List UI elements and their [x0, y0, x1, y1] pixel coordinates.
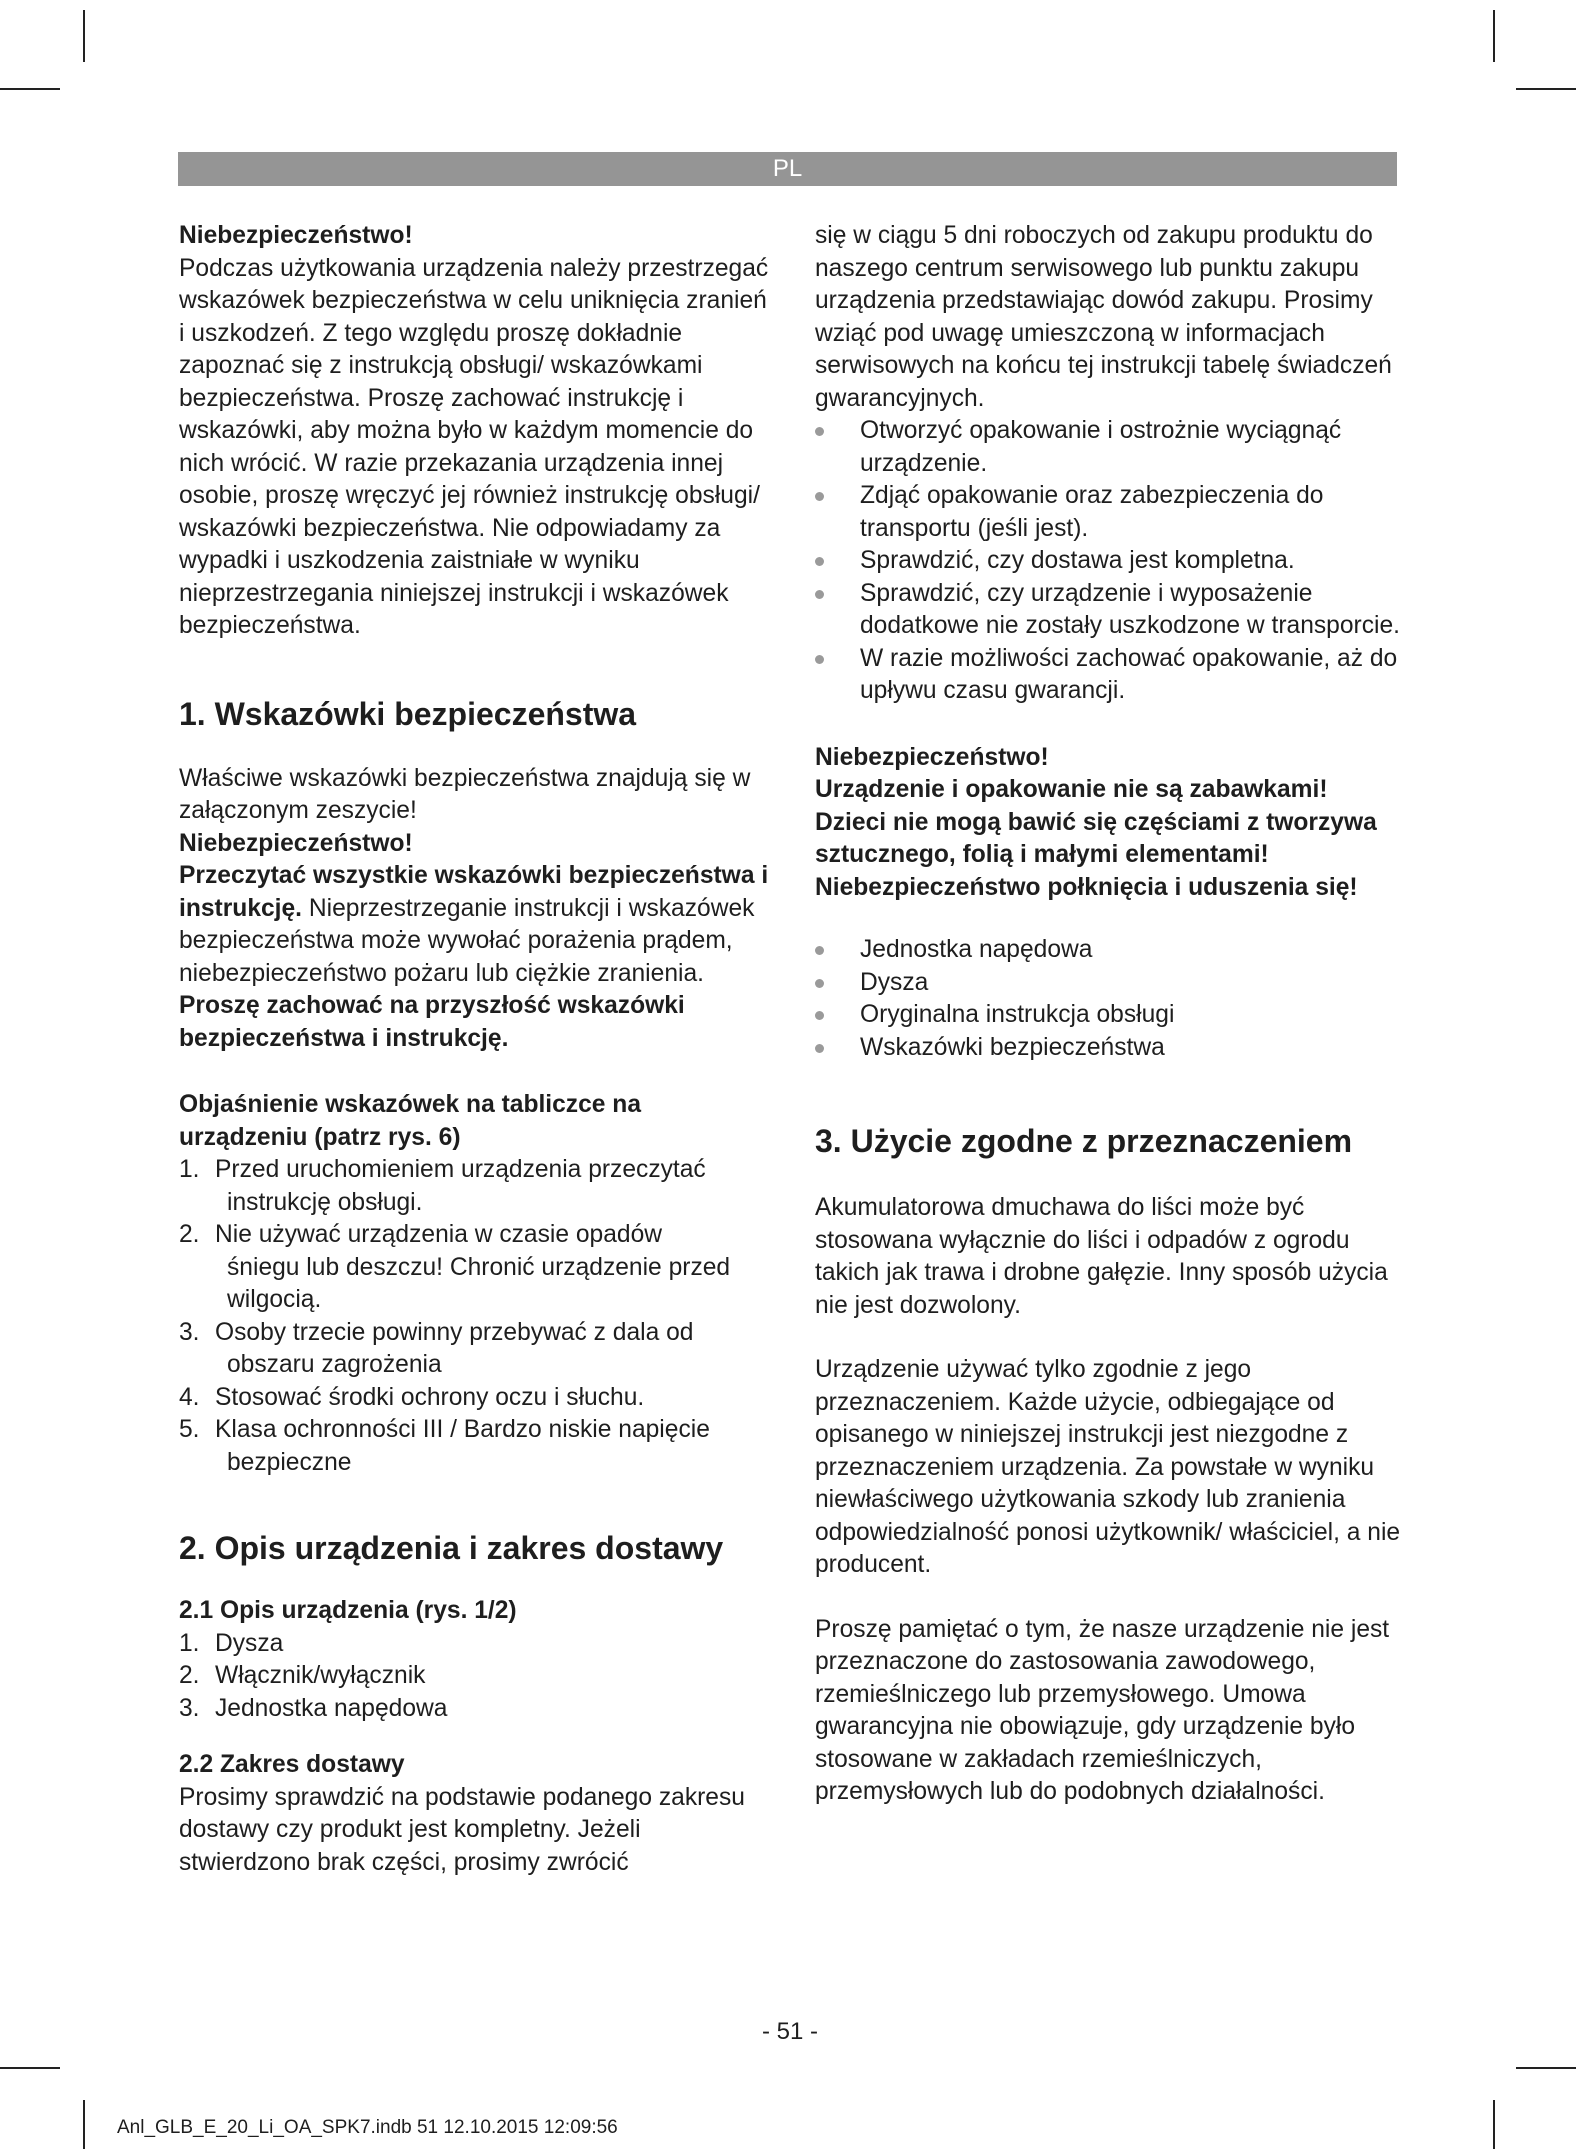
- delivery-item: Wskazówki bezpieczeństwa: [815, 1032, 1405, 1065]
- crop-mark-top-left-horizontal: [0, 88, 60, 90]
- plate-item-first-line: Stosować środki ochrony oczu i słuchu.: [215, 1383, 645, 1411]
- plate-list-item: [179, 1382, 769, 1415]
- plate-item-text: [215, 1414, 769, 1479]
- device-part-item: [179, 1628, 769, 1661]
- plate-item-continuation: bezpieczne: [227, 1448, 352, 1476]
- section-3-paragraph-1: Akumulatorowa dmuchawa do liści może być stosowana wyłącznie do liści i odpadów z ogrodu takich jak trawa i drobne gałęzie. Inny sposób użycia nie jest dozwolony.: [815, 1194, 1388, 1319]
- device-part-item: [179, 1693, 769, 1726]
- page-number: - 51 -: [761, 2018, 818, 2045]
- crop-mark-bottom-right-horizontal: [1516, 2067, 1576, 2069]
- delivery-item: Oryginalna instrukcja obsługi: [815, 999, 1405, 1032]
- crop-mark-top-left-vertical: [83, 10, 85, 62]
- crop-mark-top-right-vertical: [1493, 10, 1495, 62]
- intro-heading: Niebezpieczeństwo!: [179, 222, 413, 249]
- section-2-1-title: 2.1 Opis urządzenia (rys. 1/2): [179, 1597, 517, 1624]
- plate-item-first-line: Nie używać urządzenia w czasie opadów: [215, 1221, 663, 1248]
- device-part-number: 3.: [179, 1694, 200, 1722]
- device-part-label: Jednostka napędowa: [215, 1694, 448, 1722]
- plate-item-number: 1.: [179, 1156, 200, 1183]
- section-1-bold-read: Przeczytać wszystkie wskazówki bezpieczeństwa i instrukcję.: [179, 862, 769, 922]
- device-part-label: Włącznik/wyłącznik: [215, 1662, 426, 1689]
- unpacking-step: Zdjąć opakowanie oraz zabezpieczenia do transportu (jeśli jest).: [815, 480, 1405, 545]
- delivery-item: Dysza: [815, 967, 1405, 1000]
- continued-text: się w ciągu 5 dni roboczych od zakupu produktu do naszego centrum serwisowego lub punktu zakupu urządzenia przedstawiając dowód zakupu. Prosimy wziąć pod uwagę umieszczoną w informacjach serwisowych na końcu tej instrukcji tabelę świadczeń gwarancyjnych.: [815, 222, 1392, 412]
- plate-item-first-line: Klasa ochronności III / Bardzo niskie napięcie: [215, 1416, 710, 1443]
- device-part-label: Dysza: [215, 1629, 284, 1657]
- plate-heading: Objaśnienie wskazówek na tabliczce na urządzeniu (patrz rys. 6): [179, 1091, 641, 1151]
- plate-list-item: [179, 1414, 769, 1479]
- language-header-bar: [178, 152, 1397, 186]
- plate-item-number: 4.: [179, 1383, 200, 1411]
- plate-item-continuation: instrukcję obsługi.: [227, 1188, 423, 1216]
- plate-list: [179, 1154, 769, 1479]
- device-parts-list: [179, 1628, 769, 1726]
- language-label: PL: [772, 155, 803, 182]
- crop-mark-bottom-right-vertical: [1493, 2100, 1495, 2149]
- plate-item-text: [215, 1317, 769, 1382]
- plate-list-item: [179, 1317, 769, 1382]
- unpacking-step: Otworzyć opakowanie i ostrożnie wyciągnąć urządzenie.: [815, 415, 1405, 480]
- plate-list-item: [179, 1219, 769, 1317]
- section-1-danger: Niebezpieczeństwo!: [179, 829, 413, 857]
- crop-mark-bottom-left-vertical: [83, 2100, 85, 2149]
- section-3-title: 3. Użycie zgodne z przeznaczeniem: [815, 1123, 1353, 1159]
- unpacking-step: Sprawdzić, czy dostawa jest kompletna.: [815, 545, 1405, 578]
- section-3-paragraph-3: Proszę pamiętać o tym, że nasze urządzenie nie jest przeznaczone do zastosowania zawodowego, rzemieślniczego lub przemysłowego. Umowa gwarancyjna nie obowiązuje, gdy urządzenie było stosowane w zakładach rzemieślniczych, przemysłowych lub do podobnych działalności.: [815, 1615, 1390, 1805]
- plate-item-number: 3.: [179, 1318, 200, 1346]
- section-2-2-title: 2.2 Zakres dostawy: [179, 1751, 405, 1778]
- plate-item-number: 2.: [179, 1221, 200, 1248]
- danger-text: Urządzenie i opakowanie nie są zabawkami! Dzieci nie mogą bawić się częściami z tworzywa sztucznego, folią i małymi elementami! Niebezpieczeństwo połknięcia i uduszenia się!: [815, 776, 1377, 901]
- plate-item-text: [215, 1219, 769, 1317]
- device-part-number: 2.: [179, 1662, 200, 1689]
- plate-item-first-line: Osoby trzecie powinny przebywać z dala od: [215, 1318, 694, 1346]
- left-column: [179, 220, 769, 1879]
- section-1-warning: [179, 860, 769, 1055]
- section-2-2-text: Prosimy sprawdzić na podstawie podanego zakresu dostawy czy produkt jest kompletny. Jeżeli stwierdzono brak części, prosimy zwrócić: [179, 1783, 745, 1876]
- plate-item-continuation: śniegu lub deszczu! Chronić urządzenie przed wilgocią.: [227, 1253, 731, 1313]
- section-1-warning-text: Nieprzestrzeganie instrukcji i wskazówek bezpieczeństwa może wywołać porażenia prądem, niebezpieczeństwo pożaru lub ciężkie zranienia.: [179, 894, 755, 987]
- plate-item-text: [215, 1382, 769, 1415]
- plate-item-first-line: Przed uruchomieniem urządzenia przeczytać: [215, 1156, 706, 1183]
- section-1-title: 1. Wskazówki bezpieczeństwa: [179, 695, 637, 732]
- device-part-number: 1.: [179, 1629, 200, 1657]
- intro-text: Podczas użytkowania urządzenia należy przestrzegać wskazówek bezpieczeństwa w celu uniknięcia zranień i uszkodzeń. Z tego względu proszę dokładnie zapoznać się z instrukcją obsługi/ wskazówkami bezpieczeństwa. Proszę zachować instrukcję i wskazówki, aby można było w każdym momencie do nich wrócić. W razie przekazania urządzenia innej osobie, proszę wręczyć jej również instrukcję obsługi/ wskazówki bezpieczeństwa. Nie odpowiadamy za wypadki i uszkodzenia zaistniałe w wyniku nieprzestrzegania niniejszej instrukcji i wskazówek bezpieczeństwa.: [179, 254, 769, 639]
- plate-item-number: 5.: [179, 1416, 200, 1443]
- unpacking-steps-list: [815, 415, 1405, 708]
- device-part-item: [179, 1660, 769, 1693]
- right-column: [815, 220, 1405, 1809]
- delivery-item: Jednostka napędowa: [815, 934, 1405, 967]
- plate-item-continuation: obszaru zagrożenia: [227, 1351, 442, 1378]
- delivery-contents-list: [815, 934, 1405, 1064]
- section-1-bold-keep: Proszę zachować na przyszłość wskazówki bezpieczeństwa i instrukcję.: [179, 992, 685, 1052]
- plate-item-text: [215, 1154, 769, 1219]
- unpacking-step: W razie możliwości zachować opakowanie, aż do upływu czasu gwarancji.: [815, 643, 1405, 708]
- section-1-paragraph: Właściwe wskazówki bezpieczeństwa znajdują się w załączonym zeszycie!: [179, 764, 751, 824]
- crop-mark-top-right-horizontal: [1516, 88, 1576, 90]
- danger-heading: Niebezpieczeństwo!: [815, 743, 1049, 771]
- unpacking-step: Sprawdzić, czy urządzenie i wyposażenie dodatkowe nie zostały uszkodzone w transporcie.: [815, 578, 1405, 643]
- section-2-title: 2. Opis urządzenia i zakres dostawy: [179, 1530, 724, 1566]
- plate-list-item: [179, 1154, 769, 1219]
- print-footer: Anl_GLB_E_20_Li_OA_SPK7.indb 51 12.10.2015 12:09:56: [117, 2117, 618, 2138]
- crop-mark-bottom-left-horizontal: [0, 2067, 60, 2069]
- section-3-paragraph-2: Urządzenie używać tylko zgodnie z jego przeznaczeniem. Każde użycie, odbiegające od opisanego w niniejszej instrukcji jest niezgodne z przeznaczeniem urządzenia. Za powstałe w wyniku niewłaściwego użytkowania szkody lub zranienia odpowiedzialność ponosi użytkownik/ właściciel, a nie producent.: [815, 1356, 1401, 1578]
